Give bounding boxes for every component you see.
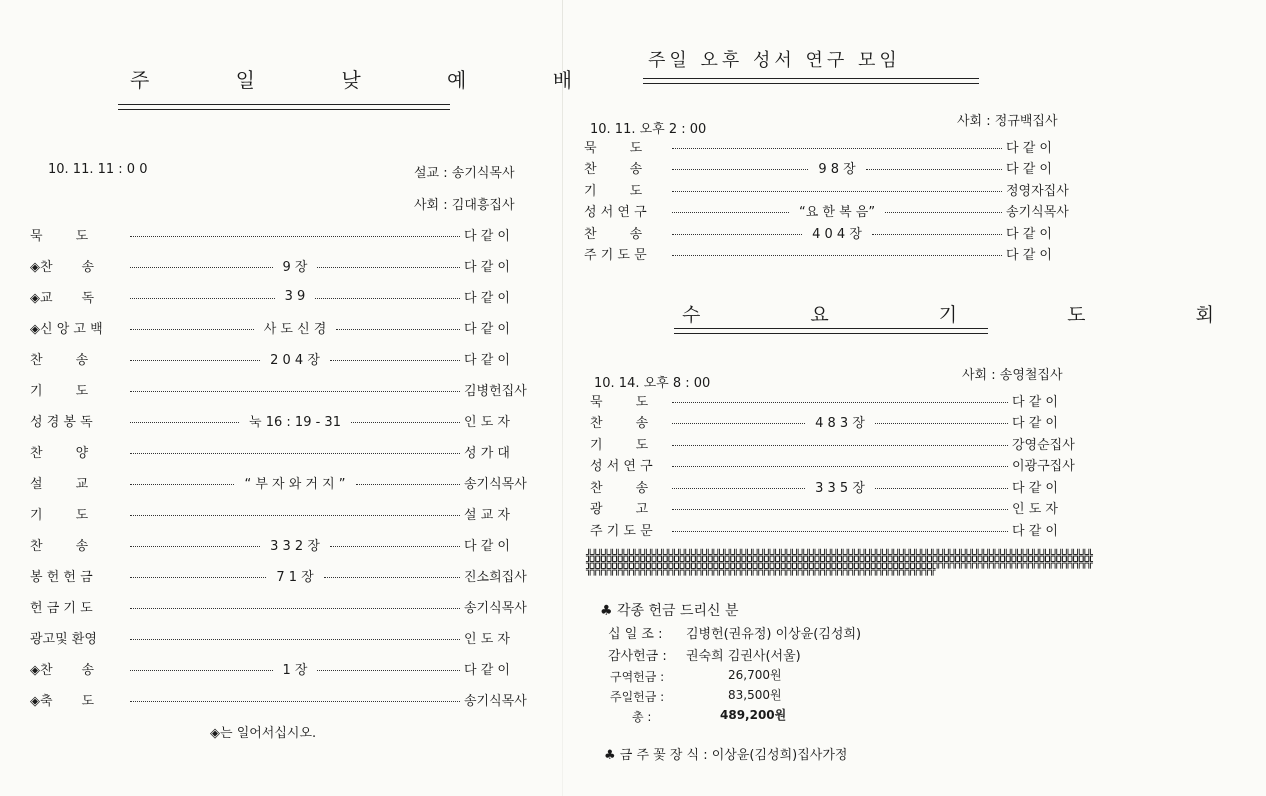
dotted-leader — [130, 422, 239, 423]
service-row — [590, 455, 1084, 475]
row-label: 주 기 도 문 — [584, 248, 647, 263]
row-label: 기 도 — [30, 383, 89, 399]
service-row — [30, 658, 540, 678]
service-row — [30, 255, 540, 275]
dotted-leader — [130, 639, 460, 640]
dotted-leader — [130, 391, 460, 392]
row-value: 송기식목사 — [464, 693, 527, 709]
dotted-leader — [672, 445, 1008, 446]
service-row — [584, 222, 1078, 242]
row-detail: 3 3 2 장 — [270, 538, 320, 554]
row-value: 다 같 이 — [1012, 416, 1058, 431]
page-fold — [562, 0, 563, 796]
dotted-leader — [672, 191, 1002, 192]
district-offering-amount: 26,700원 — [728, 668, 782, 682]
prayer-leader-label: 사회 : 송영철집사 — [962, 368, 1063, 383]
service-row — [590, 498, 1084, 518]
service-row — [590, 433, 1084, 453]
dotted-leader — [330, 360, 460, 361]
service-row — [30, 472, 540, 492]
row-value: 진소희집사 — [464, 569, 527, 585]
service-row — [30, 503, 540, 523]
service-row — [584, 201, 1078, 221]
afternoon-study-title: 주일 오후 성서 연구 모임 — [648, 50, 901, 71]
dotted-leader — [130, 577, 266, 578]
preacher-label: 설교 : 송기식목사 — [414, 166, 515, 181]
dotted-leader — [672, 402, 1008, 403]
row-value: 다 같 이 — [1012, 394, 1058, 410]
row-value: 강영순집사 — [1012, 437, 1075, 453]
dotted-leader — [315, 298, 460, 299]
wednesday-prayer-title: 수 요 기 도 회 — [682, 304, 1266, 326]
row-value: 송기식목사 — [464, 600, 527, 616]
row-detail: 3 3 5 장 — [815, 480, 865, 496]
dotted-leader — [672, 148, 1002, 149]
service-date-time: 10. 11. 11 : 0 0 — [48, 162, 148, 177]
row-value: 송기식목사 — [1006, 205, 1069, 220]
row-label: 봉 헌 헌 금 — [30, 569, 93, 585]
dotted-leader — [672, 234, 802, 235]
row-detail: 9 장 — [282, 259, 308, 275]
row-detail: 9 8 장 — [818, 162, 856, 177]
service-row — [590, 390, 1084, 410]
row-value: 다 같 이 — [1006, 226, 1052, 242]
row-detail: 7 1 장 — [276, 569, 314, 585]
row-value: 다 같 이 — [464, 662, 510, 678]
row-label: 광고및 환영 — [30, 631, 97, 647]
standing-note: ◈는 일어서십시오. — [210, 726, 317, 741]
row-label: 찬 송 — [590, 480, 649, 496]
row-label: ◈신 앙 고 백 — [30, 321, 103, 337]
service-row — [590, 412, 1084, 432]
flower-arrangement: ♣ 금 주 꽃 장 식 : 이상윤(김성희)집사가정 — [604, 748, 848, 763]
row-value: 성 가 대 — [464, 445, 510, 461]
dotted-leader — [672, 531, 1008, 532]
dotted-leader — [130, 329, 254, 330]
title-underline — [643, 78, 979, 84]
dotted-leader — [672, 212, 789, 213]
study-leader-label: 사회 : 정규백집사 — [957, 114, 1058, 129]
row-label: 묵 도 — [590, 394, 649, 410]
dotted-leader — [130, 360, 260, 361]
dotted-leader — [130, 484, 234, 485]
row-value: 정영자집사 — [1006, 183, 1069, 199]
row-label: 찬 양 — [30, 445, 89, 461]
row-label: ◈찬 송 — [30, 259, 95, 275]
dotted-leader — [356, 484, 460, 485]
row-value: 다 같 이 — [464, 259, 510, 275]
service-row — [584, 179, 1078, 199]
row-value: 다 같 이 — [464, 228, 510, 244]
row-value: 다 같 이 — [464, 290, 510, 306]
sunday-offering-label: 주일헌금 : — [610, 690, 665, 704]
dotted-leader — [317, 670, 460, 671]
tithe-label: 십 일 조 : — [608, 627, 663, 642]
dotted-leader — [872, 234, 1002, 235]
service-row — [30, 565, 540, 585]
dotted-leader — [130, 608, 460, 609]
row-label: 찬 송 — [590, 416, 649, 431]
row-label: 찬 송 — [30, 352, 89, 368]
row-value: 다 같 이 — [1012, 523, 1058, 539]
dotted-leader — [130, 267, 273, 268]
row-value: 이광구집사 — [1012, 459, 1075, 474]
study-date-time: 10. 11. 오후 2 : 00 — [590, 122, 707, 137]
dotted-leader — [672, 169, 808, 170]
decorative-border: ╬╬╬╬╬╬╬╬╬╬╬╬╬╬╬╬╬╬╬╬╬╬╬╬╬╬╬╬╬╬╬╬╬╬╬╬╬╬╬╬╬╬╬╬╬╬╬╬╬╬╬╬╬╬╬╬╬╬╬╬╬╬╬╬╬╬╬╬╬╬╬╬╬╬╬╬╬╬╬╬╬╬╬╬╬╬╬╬╬╬╬╬╬╬╬╬╬╬╬╬╬╬╬╬╬╬╬╬╬╬╬╬╬╬╬╬╬╬╬╬╬╬╬╬╬╬╬╬╬╬╬╬╬╬╬╬╬╬╬╬╬╬╬╬╬╬╬╬╬╬╬╬╬╬╬╬╬╬╬╬╬╬╬╬╬╬╬╬╬╬╬╬╬╬╬╬╬╬╬╬╬╬╬╬╬╬╬╬╬╬╬╬╬╬╬╬╬╬╬╬╬╬╬╬╬╬╬╬╬╬╬╬╬╬╬╬╬╬╬╬╬╬╬╬╬╬╬╬╬╬╬╬╬╬╬╬╬╬╬╬╬╬ — [586, 549, 1093, 576]
row-label: 성 경 봉 독 — [30, 414, 93, 430]
row-label: 묵 도 — [584, 140, 643, 156]
row-value: 설 교 자 — [464, 507, 510, 523]
title-underline — [118, 104, 450, 110]
dotted-leader — [130, 670, 273, 671]
row-label: ◈교 독 — [30, 290, 95, 306]
offering-heading: ♣ 각종 헌금 드리신 분 — [600, 603, 739, 619]
service-row — [30, 441, 540, 461]
thanks-names: 권숙희 김권사(서울) — [686, 649, 801, 664]
row-label: 설 교 — [30, 476, 89, 492]
service-row — [590, 519, 1084, 539]
dotted-leader — [672, 466, 1008, 467]
row-label: 주 기 도 문 — [590, 523, 653, 539]
service-row — [30, 379, 540, 399]
dotted-leader — [330, 546, 460, 547]
dotted-leader — [875, 423, 1008, 424]
row-value: 인 도 자 — [464, 631, 510, 647]
row-label: 성 서 연 구 — [584, 205, 647, 220]
row-detail: 4 0 4 장 — [812, 226, 862, 242]
dotted-leader — [317, 267, 460, 268]
row-label: 헌 금 기 도 — [30, 600, 93, 616]
dotted-leader — [324, 577, 460, 578]
service-row — [30, 410, 540, 430]
service-row — [30, 286, 540, 306]
row-label: 찬 송 — [30, 538, 89, 554]
row-label: 기 도 — [584, 183, 643, 199]
thanks-label: 감사헌금 : — [608, 649, 667, 664]
row-detail: “ 부 자 와 거 지 ” — [244, 476, 346, 492]
row-detail: 눅 16 : 19 - 31 — [249, 414, 341, 430]
row-detail: 사 도 신 경 — [263, 321, 327, 337]
dotted-leader — [130, 546, 260, 547]
dotted-leader — [130, 298, 275, 299]
row-value: 다 같 이 — [1012, 480, 1058, 496]
row-value: 다 같 이 — [1006, 140, 1052, 156]
row-value: 다 같 이 — [464, 538, 510, 554]
row-value: 김병헌집사 — [464, 383, 527, 399]
dotted-leader — [672, 488, 805, 489]
row-detail: 1 장 — [282, 662, 308, 678]
dotted-leader — [866, 169, 1002, 170]
sunday-offering-amount: 83,500원 — [728, 688, 782, 702]
row-value: 다 같 이 — [1006, 162, 1052, 177]
dotted-leader — [672, 509, 1008, 510]
service-row — [584, 136, 1078, 156]
service-row — [30, 596, 540, 616]
tithe-names: 김병헌(권유정) 이상윤(김성희) — [686, 627, 862, 642]
row-label: 찬 송 — [584, 162, 643, 177]
prayer-date-time: 10. 14. 오후 8 : 00 — [594, 376, 711, 391]
row-label: 성 서 연 구 — [590, 459, 653, 474]
service-row — [584, 244, 1078, 264]
row-value: 송기식목사 — [464, 476, 527, 492]
row-detail: 4 8 3 장 — [815, 416, 865, 431]
row-label: ◈축 도 — [30, 693, 95, 709]
service-row — [30, 689, 540, 709]
total-amount: 489,200원 — [720, 708, 787, 722]
row-detail: 3 9 — [284, 288, 306, 304]
row-value: 인 도 자 — [464, 414, 510, 430]
service-row — [590, 476, 1084, 496]
row-value: 다 같 이 — [464, 321, 510, 337]
row-label: 기 도 — [590, 437, 649, 453]
row-label: 기 도 — [30, 507, 89, 523]
service-row — [584, 158, 1078, 178]
row-label: 광 고 — [590, 502, 649, 517]
dotted-leader — [130, 701, 460, 702]
service-row — [30, 534, 540, 554]
dotted-leader — [336, 329, 460, 330]
dotted-leader — [130, 236, 460, 237]
row-value: 다 같 이 — [1006, 248, 1052, 263]
dotted-leader — [885, 212, 1002, 213]
dotted-leader — [130, 515, 460, 516]
dotted-leader — [672, 255, 1002, 256]
row-value: 다 같 이 — [464, 352, 510, 368]
district-offering-label: 구역헌금 : — [610, 670, 665, 684]
row-label: ◈찬 송 — [30, 662, 95, 678]
service-row — [30, 627, 540, 647]
row-detail: “요 한 복 음” — [798, 205, 876, 220]
title-underline — [674, 328, 988, 334]
dotted-leader — [130, 453, 460, 454]
dotted-leader — [875, 488, 1008, 489]
dotted-leader — [351, 422, 460, 423]
service-row — [30, 224, 540, 244]
total-label: 총 : — [632, 710, 652, 724]
row-value: 인 도 자 — [1012, 502, 1058, 517]
sunday-service-title: 주 일 낮 예 배 — [130, 68, 613, 92]
leader-label: 사회 : 김대흥집사 — [414, 198, 515, 213]
service-row — [30, 317, 540, 337]
dotted-leader — [672, 423, 805, 424]
row-label: 찬 송 — [584, 226, 643, 242]
row-detail: 2 0 4 장 — [270, 352, 320, 368]
row-label: 묵 도 — [30, 228, 89, 244]
service-row — [30, 348, 540, 368]
